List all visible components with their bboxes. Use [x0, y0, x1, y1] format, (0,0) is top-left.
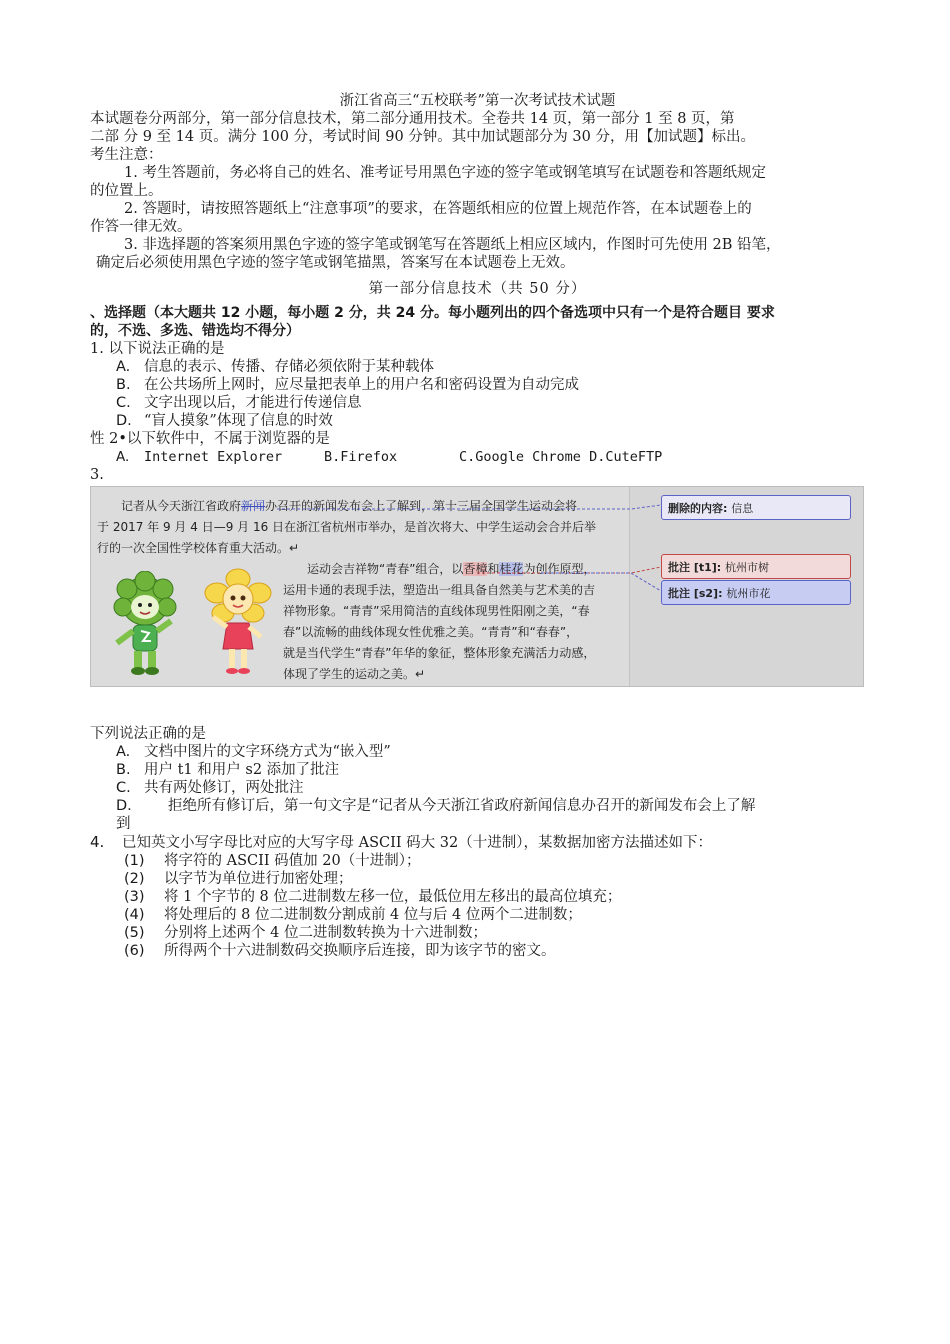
q3-stem: 下列说法正确的是	[90, 726, 206, 742]
comment-highlight-2: 桂花	[499, 562, 524, 576]
exam-title: 浙江省高三“五校联考”第一次考试技术试题	[339, 93, 616, 109]
q3-number: 3.	[90, 467, 104, 483]
q1-option-d: D. “盲人摸象”体现了信息的时效	[116, 413, 333, 429]
deleted-content-balloon[interactable]: 删除的内容: 信息	[661, 495, 851, 520]
q1-stem: 1. 以下说法正确的是	[90, 341, 225, 357]
q3-option-d: D. 拒绝所有修订后，第一句文字是“记者从今天浙江省政府新闻信息办召开的新闻发布会上了解	[116, 798, 756, 814]
fig-line-4: 运动会吉祥物“青春”组合，以香樟和桂花为创作原型，	[307, 562, 596, 576]
q2-option-a: Internet Explorer	[144, 449, 283, 465]
part1-heading: 第一部分信息技术（共 50 分）	[368, 281, 587, 297]
notice-title: 考生注意：	[90, 147, 163, 163]
exam-page	[90, 92, 865, 960]
notice-1-cont: 的位置上。	[90, 183, 163, 199]
q2-option-d: D.CuteFTP	[589, 449, 663, 465]
fig-line-9: 体现了学生的运动之美。↵	[283, 667, 426, 681]
q1-option-c: C. 文字出现以后，才能进行传递信息	[116, 395, 362, 411]
q3-option-d-cont: 到	[116, 816, 131, 832]
q3-option-a: A. 文档中图片的文字环绕方式为“嵌入型”	[116, 744, 391, 760]
q4-step-2: (2) 以字节为单位进行加密处理；	[124, 871, 353, 887]
fig-line-7: 春”以流畅的曲线体现女性优雅之美。“青青”和“春春”，	[283, 625, 579, 639]
notice-2-cont: 作答一律无效。	[90, 219, 192, 235]
comment-s2-balloon[interactable]: 批注 [s2]: 杭州市花	[661, 580, 851, 605]
q4-step-1: (1) 将字符的 ASCII 码值加 20（十进制）；	[124, 853, 421, 869]
q4-step-6: (6) 所得两个十六进制数码交换顺序后连接，即为该字节的密文。	[124, 943, 556, 959]
fig-line-5: 运用卡通的表现手法，塑造出一组具备自然美与艺术美的吉	[283, 583, 596, 597]
section-instruction-cont: 的，不选、多选、错选均不得分）	[90, 323, 300, 339]
notice-2: 2. 答题时，请按照答题纸上“注意事项”的要求，在答题纸相应的位置上规范作答，在本试题卷上的	[124, 201, 752, 217]
q2-option-b: B.Firefox	[324, 449, 398, 465]
q1-option-b: B. 在公共场所上网时，应尽量把表单上的用户名和密码设置为自动完成	[116, 377, 579, 393]
intro-line-2: 二部 分 9 至 14 页。满分 100 分，考试时间 90 分钟。其中加试题部分为 30 分，用【加试题】标出。	[90, 129, 755, 145]
q4-step-3: (3) 将 1 个字节的 8 位二进制数左移一位，最低位用左移出的最高位填充；	[124, 889, 622, 905]
intro-line-1: 本试题卷分两部分，第一部分信息技术，第二部分通用技术。全卷共 14 页，第一部分 1 至 8 页，第	[90, 111, 735, 127]
q2-option-c: C.Google Chrome	[459, 449, 581, 465]
section-instruction: 、选择题（本大题共 12 小题，每小题 2 分，共 24 分。每小题列出的四个备选项中只有一个是符合题目 要求	[90, 305, 775, 321]
fig-line-8: 就是当代学生“青春”年华的象征，整体形象充满活力动感，	[283, 646, 596, 660]
notice-1: 1. 考生答题前，务必将自己的姓名、准考证号用黑色字迹的签字笔或钢笔填写在试题卷和答题纸规定	[124, 165, 766, 181]
fig-line-6: 祥物形象。“青青”采用简洁的直线体现男性阳刚之美，“春	[283, 604, 590, 618]
comment-highlight-1: 香樟	[463, 562, 488, 576]
fig-line-1: 记者从今天浙江省政府新闻办召开的新闻发布会上了解到，第十三届全国学生运动会将	[121, 499, 578, 513]
fig-line-2: 于 2017 年 9 月 4 日—9 月 16 日在浙江省杭州市举办，是首次将大、中学生运动会合并后举	[97, 520, 597, 534]
q4-step-4: (4) 将处理后的 8 位二进制数分割成前 4 位与后 4 位两个二进制数；	[124, 907, 582, 923]
q4-stem: 4. 已知英文小写字母比对应的大写字母 ASCII 码大 32（十进制），某数据加密方法描述如下：	[90, 833, 712, 851]
comment-t1-balloon[interactable]: 批注 [t1]: 杭州市树	[661, 554, 851, 579]
q4-step-5: (5) 分别将上述两个 4 位二进制数转换为十六进制数；	[124, 925, 487, 941]
word-revision-screenshot	[90, 486, 864, 687]
q2-stem: 性 2•以下软件中，不属于浏览器的是	[90, 431, 330, 447]
fig-line-3: 行的一次全国性学校体育重大活动。↵	[97, 541, 300, 555]
q3-option-c: C. 共有两处修订，两处批注	[116, 780, 304, 796]
notice-3-cont: 确定后必须使用黑色字迹的签字笔或钢笔描黑，答案写在本试题卷上无效。	[96, 255, 575, 271]
q1-option-a: A. 信息的表示、传播、存储必须依附于某种载体	[116, 359, 434, 375]
q3-option-b: B. 用户 t1 和用户 s2 添加了批注	[116, 762, 340, 778]
q2-options: A. Internet Explorer B.Firefox C.Google Chrome D.CuteFTP	[116, 449, 663, 465]
deleted-text: 新闻	[241, 499, 266, 513]
notice-3: 3. 非选择题的答案须用黑色字迹的签字笔或钢笔写在答题纸上相应区域内，作图时可先使用 2B 铅笔，	[124, 237, 781, 253]
